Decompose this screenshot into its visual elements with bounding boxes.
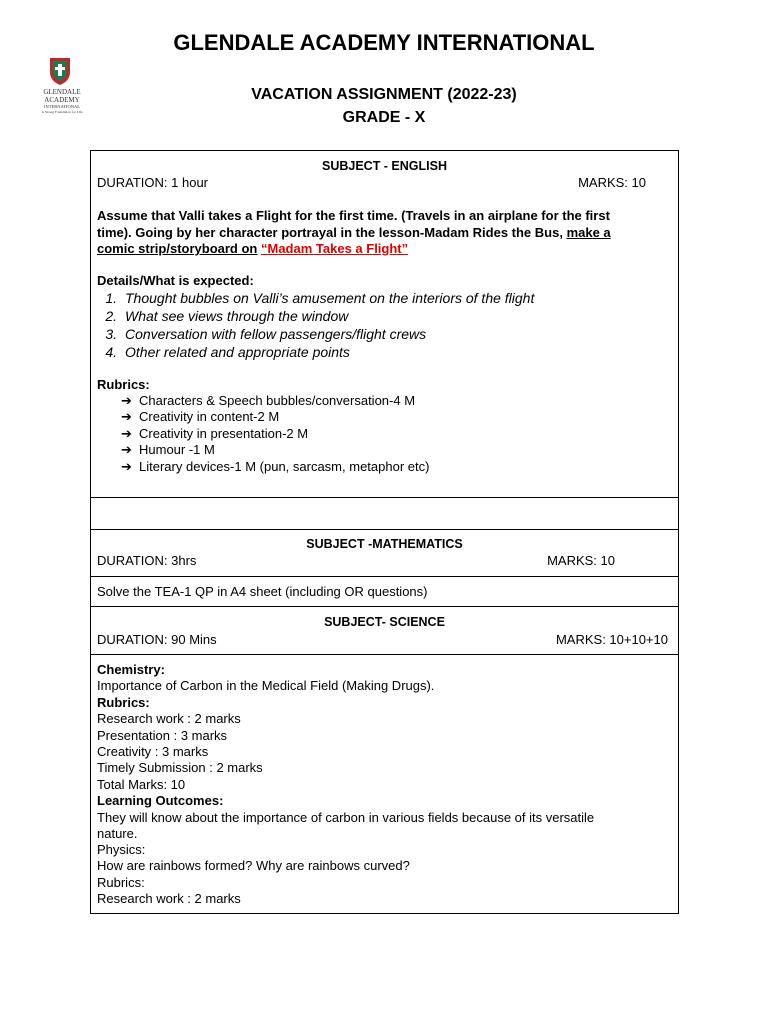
- arrow-icon: ➔: [121, 393, 132, 408]
- physics-rubric-item: Research work : 2 marks: [97, 891, 241, 906]
- science-duration: DURATION: 90 Mins: [97, 632, 217, 647]
- rubric-item: [121, 442, 215, 458]
- english-task-line3-underlined: comic strip/storyboard on: [97, 241, 258, 256]
- details-item: 2. What see views through the window: [105, 308, 349, 324]
- math-task-section: [90, 576, 679, 607]
- english-task-line2-underlined: make a: [566, 225, 611, 240]
- english-section: [90, 150, 679, 498]
- science-subject-heading: SUBJECT- SCIENCE: [324, 615, 445, 629]
- chem-total-marks: Total Marks: 10: [97, 777, 186, 792]
- science-chemistry-section: [90, 654, 679, 914]
- chemistry-heading: Chemistry:: [97, 662, 165, 677]
- learning-outcomes-line2: nature.: [97, 826, 138, 841]
- arrow-icon: ➔: [121, 426, 132, 441]
- chem-rubric-item: Creativity : 3 marks: [97, 744, 209, 759]
- logo-line2: ACADEMY: [44, 96, 80, 104]
- logo-line1: GLENDALE: [43, 88, 81, 96]
- grade-title: GRADE - X: [342, 109, 426, 126]
- english-rubrics-heading: Rubrics:: [97, 377, 150, 392]
- empty-row: [90, 497, 679, 530]
- math-marks: MARKS: 10: [547, 553, 615, 568]
- arrow-icon: ➔: [121, 442, 132, 457]
- english-duration: DURATION: 1 hour: [97, 175, 209, 190]
- details-heading: Details/What is expected:: [97, 273, 254, 288]
- details-item: 1. Thought bubbles on Valli’s amusement on the interiors of the flight: [105, 290, 535, 306]
- english-marks: MARKS: 10: [578, 175, 646, 190]
- school-name: GLENDALE ACADEMY INTERNATIONAL: [173, 30, 595, 55]
- physics-topic: How are rainbows formed? Why are rainbows curved?: [97, 858, 410, 873]
- rubric-item: [121, 426, 308, 442]
- rubric-item-text: Characters & Speech bubbles/conversation-4 M: [139, 393, 416, 408]
- chem-rubric-item: Research work : 2 marks: [97, 711, 241, 726]
- english-task-title-red: “Madam Takes a Flight”: [261, 241, 409, 256]
- chem-rubric-item: Presentation : 3 marks: [97, 728, 228, 743]
- learning-outcomes-line1: They will know about the importance of carbon in various fields because of its versatile: [97, 810, 595, 825]
- math-duration: DURATION: 3hrs: [97, 553, 197, 568]
- rubric-item-text: Creativity in presentation-2 M: [139, 426, 309, 441]
- rubric-item-text: Humour -1 M: [139, 442, 215, 457]
- logo-line3: INTERNATIONAL: [44, 104, 80, 109]
- details-item: 4. Other related and appropriate points: [105, 344, 350, 360]
- english-task-line3: [97, 241, 408, 257]
- math-task: Solve the TEA-1 QP in A4 sheet (including OR questions): [97, 584, 428, 599]
- physics-rubrics-heading: Rubrics:: [97, 875, 145, 890]
- details-item-text: Other related and appropriate points: [125, 344, 350, 360]
- details-item-text: What see views through the window: [125, 308, 349, 324]
- chemistry-rubrics-heading: Rubrics:: [97, 695, 150, 710]
- arrow-icon: ➔: [121, 459, 132, 474]
- english-task-line1: Assume that Valli takes a Flight for the first time. (Travels in an airplane for the first: [97, 208, 610, 223]
- chemistry-topic: Importance of Carbon in the Medical Field (Making Drugs).: [97, 678, 435, 693]
- science-marks: MARKS: 10+10+10: [555, 632, 668, 647]
- rubric-item: [121, 409, 279, 425]
- english-subject-heading: SUBJECT - ENGLISH: [321, 159, 447, 173]
- learning-outcomes-heading: Learning Outcomes:: [97, 793, 224, 808]
- science-header-section: [90, 606, 679, 655]
- rubric-item: [121, 459, 429, 475]
- math-subject-heading: SUBJECT -MATHEMATICS: [306, 537, 463, 551]
- physics-heading: Physics:: [97, 842, 146, 857]
- logo-tagline: A Strong Foundation for Life: [41, 110, 83, 114]
- english-task-line2: [97, 225, 611, 241]
- rubric-item-text: Literary devices-1 M (pun, sarcasm, metaphor etc): [139, 459, 430, 474]
- assignment-title: VACATION ASSIGNMENT (2022-23): [251, 86, 517, 103]
- details-item-text: Thought bubbles on Valli’s amusement on the interiors of the flight: [125, 290, 535, 306]
- details-item-text: Conversation with fellow passengers/flight crews: [125, 326, 427, 342]
- details-item: 3. Conversation with fellow passengers/flight crews: [105, 326, 427, 342]
- chem-rubric-item: Timely Submission : 2 marks: [97, 760, 263, 775]
- english-task-line2-text: time). Going by her character portrayal in the lesson-Madam Rides the Bus,: [97, 225, 567, 240]
- rubric-item: [121, 393, 415, 409]
- school-crest-icon: [48, 56, 72, 86]
- math-header-section: [90, 529, 679, 577]
- arrow-icon: ➔: [121, 409, 132, 424]
- rubric-item-text: Creativity in content-2 M: [139, 409, 280, 424]
